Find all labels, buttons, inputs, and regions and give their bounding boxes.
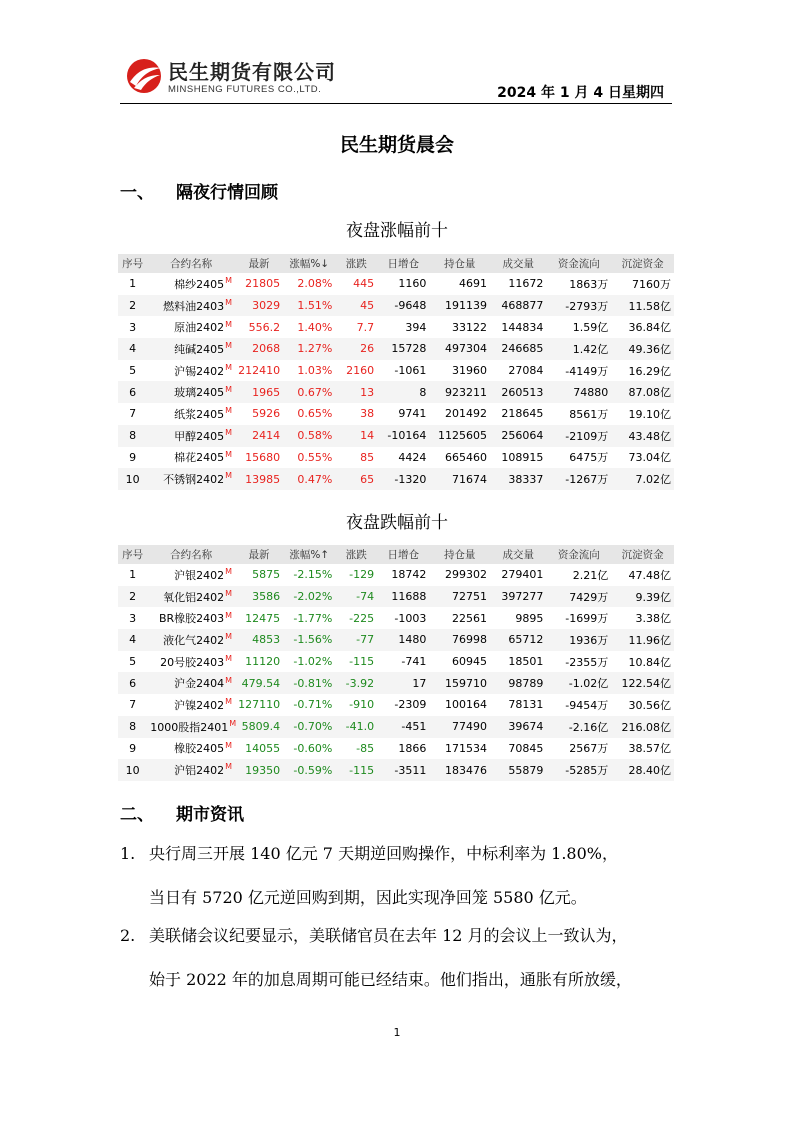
table-row [118,316,674,338]
cell-contract: 纸浆$2405^M$ [174,406,233,421]
cell-volume: 108915 [501,450,544,464]
cell-open-interest: 191139 [429,295,490,317]
cell-fund-flow: 2.21亿 [572,568,609,582]
table-row [118,338,674,360]
cell-change-pct: 1.40% [297,320,333,334]
news-text-line: 始于 2022 年的加息周期可能已经结束。他们指出，通胀有所放缓， [149,970,632,989]
cell-settled-funds: 11.58亿 [611,295,674,317]
cell-oi-change: 9741 [398,407,427,421]
cell-settled-funds: 49.36亿 [611,338,674,360]
cell-change-pct: -2.15% [293,568,333,582]
logo-chinese-name: 民生期货有限公司 [168,60,336,84]
cell-fund-flow: -9454万 [565,698,609,712]
main-contract-marker: M [225,449,233,459]
cell-seq: 8 [118,716,147,738]
cell-volume: 38337 [490,468,546,490]
cell-oi-change: -741 [401,655,427,669]
table-row [118,425,674,447]
cell-contract: 沪铝$2402^M$ [147,759,235,781]
cell-last: 19350 [235,759,283,781]
main-contract-marker: M [225,610,233,620]
cell-open-interest: 201492 [445,407,487,421]
losers-table-title: 夜盘跌幅前十 [346,513,448,533]
cell-open-interest: 33122 [452,320,487,334]
main-contract-marker: M [225,632,233,642]
cell-contract: 玻璃$2405^M$ [147,381,235,403]
cell-change-pct: -0.59% [283,759,335,781]
column-header-oi-change: 日增仓 [377,254,429,273]
news-text-line: 央行周三开展 140 亿元 7 天期逆回购操作，中标利率为 1.80%， [149,844,618,863]
cell-settled-funds: 7.02亿 [611,468,674,490]
cell-oi-change: 11688 [377,586,429,608]
cell-last: 13985 [235,468,283,490]
table-row [118,468,674,490]
column-header-volume: 成交量 [490,254,546,273]
cell-last: 127110 [238,698,281,712]
cell-change: -225 [349,611,375,625]
cell-change-pct: 0.67% [283,381,335,403]
cell-seq: 4 [118,629,147,651]
cell-fund-flow: 6475万 [569,451,609,465]
column-header-contract: 合约名称 [147,545,235,564]
cell-change-pct: 0.65% [297,407,333,421]
header-divider [120,103,672,104]
table-row [118,273,674,295]
column-header-settled-funds: 沉淀资金 [611,545,674,564]
main-contract-marker: M [225,428,233,437]
cell-settled-funds: 47.48亿 [628,568,671,582]
cell-last: 3029 [235,295,283,317]
cell-oi-change: -9648 [377,295,429,317]
table-row [118,607,674,629]
table-row [118,586,674,608]
cell-fund-flow: 7429万 [546,586,611,608]
cell-settled-funds: 9.39亿 [611,586,674,608]
cell-fund-flow: 2567万 [569,742,609,756]
column-header-oi-change: 日增仓 [377,545,429,564]
news-text-line: 当日有 5720 亿元逆回购到期，因此实现净回笼 5580 亿元。 [149,888,587,907]
cell-change-pct: -0.70% [283,716,335,738]
cell-last: 14055 [245,741,281,755]
cell-volume: 98789 [490,672,546,694]
cell-oi-change: -2309 [394,698,427,712]
cell-oi-change: -1061 [394,364,427,378]
news-text-line: 美联储会议纪要显示，美联储官员在去年 12 月的会议上一致认为， [149,926,628,945]
cell-seq: 6 [118,381,147,403]
cell-change-pct: 0.55% [297,450,333,464]
cell-settled-funds: 3.38亿 [635,612,671,626]
main-contract-marker: M [225,567,233,577]
main-contract-marker: M [225,740,233,750]
cell-change: 2160 [346,364,375,378]
cell-volume: 279401 [501,568,544,582]
cell-seq: 9 [129,741,137,755]
cell-seq: 1 [129,568,137,582]
cell-change: -3.92 [335,672,377,694]
cell-oi-change: -1320 [377,468,429,490]
cell-oi-change: -451 [377,716,429,738]
main-contract-marker: M [225,762,233,772]
cell-volume: 55879 [490,759,546,781]
main-contract-marker: M [225,471,233,481]
cell-last: 5926 [252,407,281,421]
cell-fund-flow: -4149万 [565,364,609,378]
cell-last: 21805 [245,277,281,291]
cell-open-interest: 60945 [452,655,487,669]
column-header-fund-flow: 资金流向 [546,545,611,564]
news-number: 2. [120,926,136,945]
cell-volume: 9895 [515,611,544,625]
cell-change-pct: -1.02% [293,655,333,669]
cell-settled-funds: 11.96亿 [611,629,674,651]
cell-change-pct: -0.71% [293,698,333,712]
cell-change-pct: -0.81% [283,672,335,694]
cell-open-interest: 171534 [445,741,487,755]
column-header-open-interest: 持仓量 [429,254,490,273]
cell-open-interest: 76998 [429,629,490,651]
column-header-seq: 序号 [118,254,147,273]
cell-seq: 7 [129,407,137,421]
cell-change: 38 [360,407,375,421]
page-number: 1 [393,1026,401,1039]
cell-change-pct: -1.56% [283,629,335,651]
cell-change-pct: 2.08% [297,277,333,291]
cell-volume: 256064 [490,425,546,447]
column-header-change: 涨跌 [335,254,377,273]
cell-change-pct: -2.02% [283,586,335,608]
cell-open-interest: 72751 [429,586,490,608]
cell-settled-funds: 87.08亿 [611,381,674,403]
cell-last: 556.2 [248,320,281,334]
column-header-last: 最新 [235,254,283,273]
cell-fund-flow: -2109万 [546,425,611,447]
column-header-open-interest: 持仓量 [429,545,490,564]
cell-change: 7.7 [356,320,375,334]
cell-open-interest: 497304 [429,338,490,360]
cell-last: 5809.4 [235,716,283,738]
cell-change: -85 [356,741,375,755]
cell-volume: 78131 [508,698,544,712]
cell-fund-flow: -2.16亿 [546,716,611,738]
column-header-change: 涨跌 [335,545,377,564]
cell-volume: 144834 [501,320,544,334]
section-number: 一、 [120,183,154,203]
table-row [118,759,674,781]
table-row [118,564,674,586]
cell-last: 11120 [245,655,281,669]
cell-open-interest: 923211 [429,381,490,403]
cell-seq: 10 [118,468,147,490]
company-logo [126,56,366,102]
cell-contract: 氧化铝$2402^M$ [147,586,235,608]
cell-change: -41.0 [335,716,377,738]
main-contract-marker: M [225,653,233,663]
cell-fund-flow: -2355万 [565,655,609,669]
cell-contract: 沪金$2404^M$ [147,672,235,694]
cell-fund-flow: -1267万 [546,468,611,490]
cell-oi-change: 15728 [377,338,429,360]
section-title: 隔夜行情回顾 [176,183,278,203]
cell-last: 15680 [245,450,281,464]
cell-contract: 燃料油$2403^M$ [147,295,235,317]
cell-fund-flow: -2793万 [546,295,611,317]
cell-last: 2414 [235,425,283,447]
cell-settled-funds: 43.48亿 [611,425,674,447]
column-header-settled-funds: 沉淀资金 [611,254,674,273]
gainers-table [118,254,674,490]
main-contract-marker: M [225,319,233,329]
cell-seq: 3 [129,611,137,625]
cell-volume: 246685 [490,338,546,360]
cell-change: 26 [335,338,377,360]
logo-swoosh-icon [126,58,164,94]
cell-volume: 468877 [490,295,546,317]
cell-volume: 397277 [490,586,546,608]
cell-fund-flow: -5285万 [546,759,611,781]
cell-change: 445 [353,277,375,291]
cell-change-pct: 1.51% [283,295,335,317]
cell-seq: 5 [129,655,137,669]
cell-oi-change: 17 [377,672,429,694]
cell-change: 85 [360,450,375,464]
cell-settled-funds: 7160万 [632,277,671,291]
report-date: 2024 年 1 月 4 日星期四 [497,85,664,101]
cell-oi-change: 1160 [398,277,427,291]
cell-seq: 1 [129,277,137,291]
table-row [118,295,674,317]
section-heading-news [120,800,244,825]
cell-seq: 5 [129,364,137,378]
cell-fund-flow: 8561万 [569,407,609,421]
cell-fund-flow: -1699万 [565,612,609,626]
cell-seq: 8 [118,425,147,447]
table-row [118,716,674,738]
table-row [118,381,674,403]
cell-oi-change: -3511 [377,759,429,781]
cell-open-interest: 665460 [445,450,487,464]
cell-change-pct: -0.60% [293,741,333,755]
cell-settled-funds: 216.08亿 [611,716,674,738]
column-header-seq: 序号 [118,545,147,564]
main-contract-marker: M [225,406,233,416]
cell-last: 5875 [252,568,281,582]
cell-settled-funds: 36.84亿 [628,321,671,335]
cell-settled-funds: 10.84亿 [628,655,671,669]
cell-seq: 3 [129,320,137,334]
cell-settled-funds: 30.56亿 [628,698,671,712]
cell-open-interest: 100164 [445,698,487,712]
cell-volume: 27084 [508,364,544,378]
cell-change: -129 [349,568,375,582]
cell-last: 2068 [235,338,283,360]
table-row [118,360,674,382]
cell-change-pct: -1.77% [293,611,333,625]
cell-open-interest: 31960 [452,364,487,378]
cell-contract: 甲醇$2405^M$ [147,425,235,447]
cell-open-interest: 159710 [429,672,490,694]
cell-fund-flow: 74880 [546,381,611,403]
cell-settled-funds: 16.29亿 [628,364,671,378]
cell-oi-change: -1003 [394,611,427,625]
cell-contract: 纯碱$2405^M$ [147,338,235,360]
cell-open-interest: 1125605 [429,425,490,447]
cell-seq: 4 [118,338,147,360]
losers-table [118,545,674,781]
cell-change: 14 [335,425,377,447]
news-item [120,832,680,920]
cell-open-interest: 71674 [429,468,490,490]
cell-last: 1965 [235,381,283,403]
cell-open-interest: 22561 [452,611,487,625]
section-number: 二、 [120,805,154,825]
news-number: 1. [120,844,136,863]
cell-change: -115 [335,759,377,781]
cell-change: -77 [335,629,377,651]
cell-open-interest: 183476 [429,759,490,781]
cell-change-pct: 0.58% [283,425,335,447]
cell-contract: BR橡胶$2403^M$ [158,610,233,626]
cell-contract: 棉花$2405^M$ [174,449,233,465]
cell-contract: 不锈钢$2402^M$ [147,468,235,490]
table-header-row [118,545,674,564]
main-contract-marker: M [225,697,233,707]
table-row [118,738,674,760]
cell-last: 212410 [238,364,281,378]
cell-last: 4853 [235,629,283,651]
table-row [118,629,674,651]
cell-volume: 39674 [490,716,546,738]
cell-fund-flow: 1.42亿 [546,338,611,360]
column-header-fund-flow: 资金流向 [546,254,611,273]
cell-volume: 18501 [508,655,544,669]
news-item [120,914,680,1002]
cell-fund-flow: 1863万 [569,277,609,291]
main-contract-marker: M [225,362,233,372]
logo-english-name: MINSHENG FUTURES CO.,LTD. [168,84,322,95]
main-contract-marker: M [229,719,237,728]
main-contract-marker: M [225,341,233,351]
column-header-volume: 成交量 [490,545,546,564]
cell-settled-funds: 73.04亿 [628,451,671,465]
cell-fund-flow: 1.59亿 [572,321,609,335]
table-row [118,403,674,425]
main-contract-marker: M [225,384,233,394]
cell-change: -115 [349,655,375,669]
cell-contract: 沪镍$2402^M$ [174,697,233,712]
cell-seq: 9 [129,450,137,464]
table-row [118,672,674,694]
cell-oi-change: -10164 [377,425,429,447]
cell-seq: 2 [118,295,147,317]
cell-contract: 沪银$2402^M$ [174,567,233,582]
cell-open-interest: 4691 [459,277,487,291]
cell-change-pct: 1.03% [297,364,333,378]
gainers-table-title: 夜盘涨幅前十 [346,221,448,241]
cell-change-pct: 0.47% [283,468,335,490]
cell-contract: 棉纱$2405^M$ [174,276,233,291]
main-contract-marker: M [225,588,233,598]
cell-contract: 液化气$2402^M$ [147,629,235,651]
cell-oi-change: 18742 [391,568,427,582]
cell-change: -74 [335,586,377,608]
cell-settled-funds: 38.57亿 [628,742,671,756]
cell-fund-flow: -1.02亿 [546,672,611,694]
document-title: 民生期货晨会 [339,134,454,156]
cell-volume: 70845 [508,741,544,755]
table-row [118,447,674,469]
cell-seq: 10 [118,759,147,781]
cell-oi-change: 1480 [377,629,429,651]
main-contract-marker: M [225,297,233,307]
table-header-row [118,254,674,273]
cell-last: 12475 [245,611,281,625]
cell-last: 479.54 [235,672,283,694]
cell-change: 45 [335,295,377,317]
cell-volume: 218645 [501,407,544,421]
cell-settled-funds: 19.10亿 [628,407,671,421]
section-title: 期市资讯 [176,805,244,825]
cell-volume: 11672 [508,277,544,291]
column-header-change-pct: 涨幅%↓ [283,254,335,273]
table-row [118,694,674,716]
cell-oi-change: 8 [377,381,429,403]
cell-contract: 1000股指$2401^M$ [147,716,235,738]
cell-contract: 橡胶$2405^M$ [174,740,233,756]
cell-contract: 20号胶$2403^M$ [160,653,233,669]
column-header-contract: 合约名称 [147,254,235,273]
cell-change: 13 [335,381,377,403]
cell-contract: 沪锡$2402^M$ [174,362,233,378]
cell-volume: 260513 [490,381,546,403]
section-heading-overnight [120,178,278,203]
cell-seq: 7 [129,698,137,712]
main-contract-marker: M [225,276,233,286]
cell-change-pct: 1.27% [283,338,335,360]
cell-settled-funds: 28.40亿 [611,759,674,781]
cell-last: 3586 [235,586,283,608]
cell-contract: 原油$2402^M$ [174,319,233,335]
cell-seq: 2 [118,586,147,608]
cell-oi-change: 1866 [398,741,427,755]
cell-oi-change: 4424 [398,450,427,464]
cell-volume: 65712 [490,629,546,651]
cell-change: 65 [335,468,377,490]
cell-open-interest: 77490 [429,716,490,738]
table-row [118,651,674,673]
cell-seq: 6 [118,672,147,694]
column-header-last: 最新 [235,545,283,564]
cell-open-interest: 299302 [445,568,487,582]
cell-oi-change: 394 [405,320,427,334]
column-header-change-pct: 涨幅%↑ [283,545,335,564]
cell-fund-flow: 1936万 [546,629,611,651]
cell-change: -910 [349,698,375,712]
main-contract-marker: M [225,675,233,685]
cell-settled-funds: 122.54亿 [611,672,674,694]
